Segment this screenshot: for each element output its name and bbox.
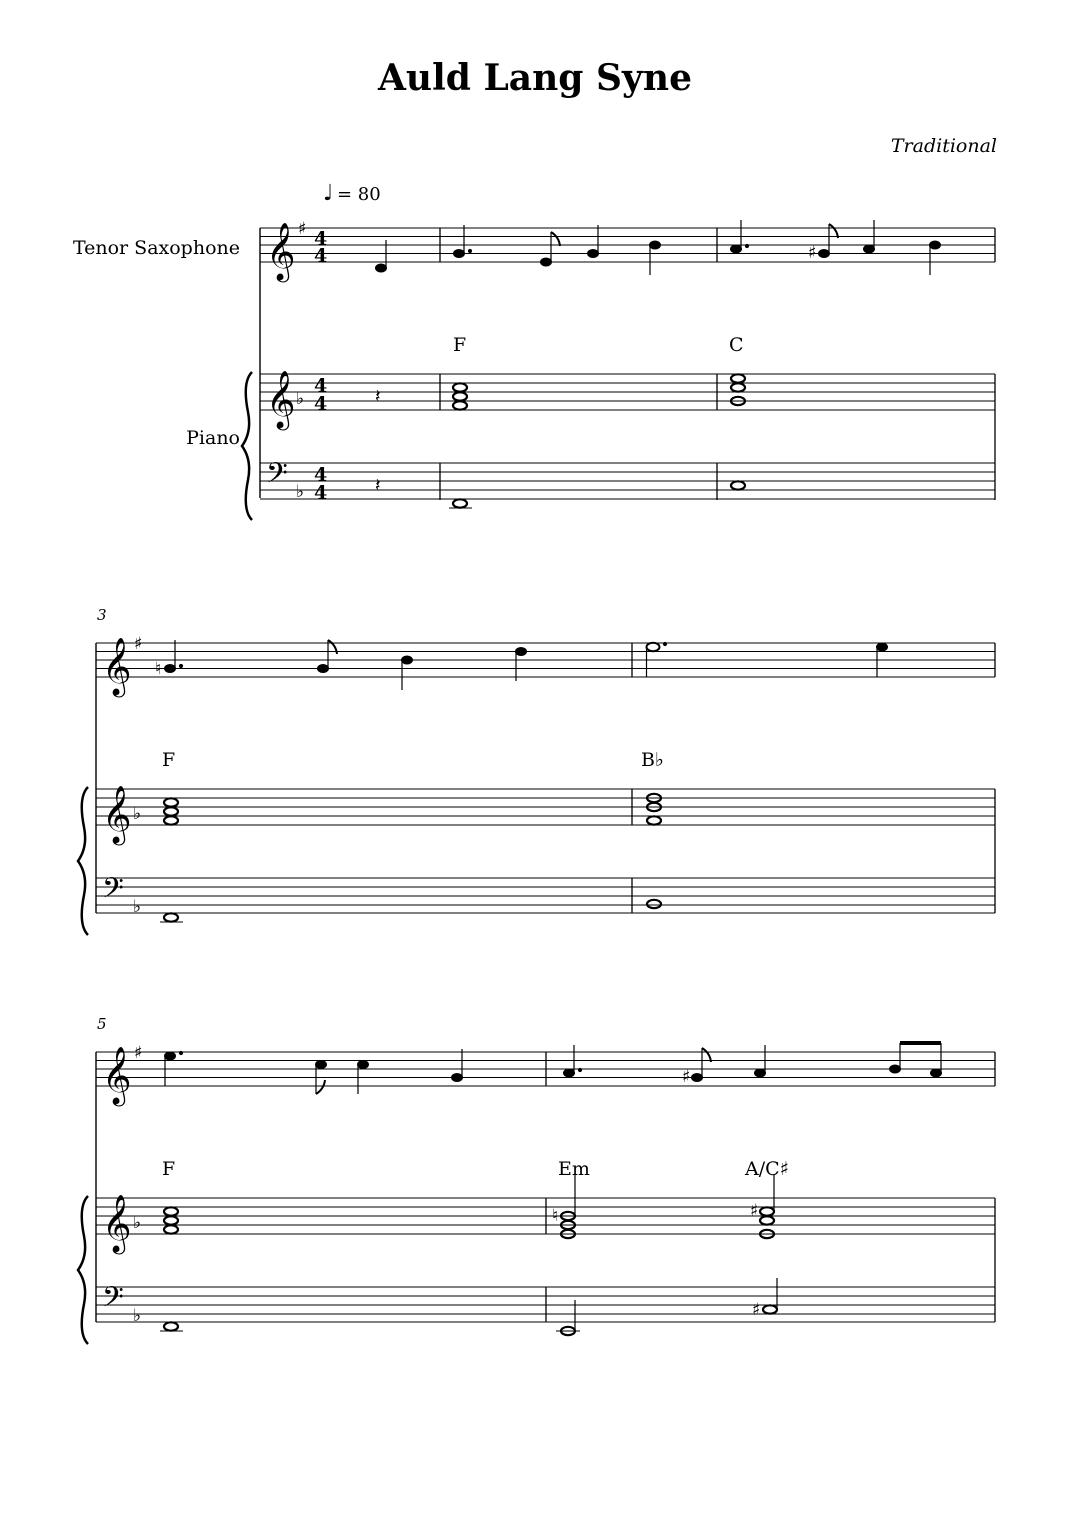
- chord-symbol: Em: [558, 1158, 590, 1180]
- natural-accidental-icon: ♮: [552, 1206, 559, 1226]
- note-head: [930, 241, 941, 249]
- flat-key-signature-icon: ♭: [296, 389, 305, 409]
- system-1: [73, 219, 995, 520]
- piano-bass-notes-system-1: [449, 481, 745, 508]
- measure-number: 3: [97, 606, 107, 624]
- score-title: Auld Lang Syne: [378, 57, 692, 99]
- note-head: [864, 245, 875, 253]
- flat-key-signature-icon: ♭: [133, 1306, 142, 1326]
- piano-brace-icon: [242, 372, 252, 520]
- sharp-accidental-icon: ♯: [752, 1300, 761, 1320]
- chord-symbol: A/C♯: [745, 1158, 789, 1180]
- instrument-label-tenor-sax: Tenor Saxophone: [72, 237, 240, 259]
- quarter-rest-icon: 𝄽: [375, 386, 381, 407]
- treble-clef-icon: 𝄞: [266, 370, 296, 428]
- natural-accidental-icon: ♮: [155, 659, 162, 679]
- sharp-accidental-icon: ♯: [682, 1067, 691, 1087]
- quarter-rest-icon: 𝄽: [375, 475, 381, 496]
- composer-credit: Traditional: [890, 135, 997, 157]
- sharp-key-signature-icon: ♯: [134, 1043, 143, 1063]
- bass-clef-icon: 𝄢: [102, 1281, 124, 1321]
- treble-clef-icon: 𝄞: [266, 222, 296, 280]
- piano-bass-staff: [260, 463, 995, 499]
- sharp-accidental-icon: ♯: [808, 243, 817, 263]
- sharp-accidental-icon: ♯: [750, 1201, 759, 1221]
- sharp-key-signature-icon: ♯: [298, 219, 307, 239]
- tenor-sax-staff: [96, 1052, 995, 1086]
- time-signature-bottom: 4: [314, 393, 328, 415]
- chord-symbol: F: [453, 334, 467, 356]
- note-head: [376, 264, 387, 272]
- chord-symbol: B♭: [641, 749, 664, 771]
- piano-bass-notes-system-2: [160, 900, 661, 922]
- treble-clef-icon: 𝄞: [102, 1194, 132, 1252]
- note-head: [731, 245, 742, 253]
- treble-clef-icon: 𝄞: [102, 637, 132, 695]
- piano-treble-staff: [96, 1198, 995, 1322]
- chord-symbol: C: [729, 334, 744, 356]
- note-head: [650, 241, 661, 249]
- note-head: [588, 250, 599, 258]
- bass-clef-icon: 𝄢: [102, 872, 124, 912]
- system-3: [78, 1015, 995, 1344]
- flat-key-signature-icon: ♭: [133, 804, 142, 824]
- time-signature-bottom: 4: [314, 482, 328, 504]
- note-head: [541, 258, 552, 266]
- instrument-label-piano: Piano: [186, 427, 240, 449]
- tempo-text: = 80: [337, 184, 381, 205]
- bass-clef-icon: 𝄢: [266, 457, 288, 497]
- tenor-sax-staff: [96, 643, 995, 677]
- tempo-marking: [323, 181, 381, 206]
- tenor-sax-staff: [260, 228, 995, 262]
- flat-key-signature-icon: ♭: [133, 1213, 142, 1233]
- note-head: [454, 250, 465, 258]
- time-signature-bottom: 4: [314, 245, 328, 267]
- sax-notes-system-2: [165, 640, 888, 690]
- measure-number: 5: [97, 1015, 107, 1033]
- piano-bass-staff: [96, 878, 995, 913]
- flat-key-signature-icon: ♭: [133, 897, 142, 917]
- time-signature-top: 4: [314, 464, 328, 486]
- quarter-note-icon: ♩: [323, 181, 334, 206]
- note-head: [819, 250, 830, 258]
- piano-treble-staff: [96, 789, 995, 913]
- system-2: [78, 606, 995, 935]
- treble-clef-icon: 𝄞: [102, 785, 132, 843]
- chord-symbol: F: [162, 749, 176, 771]
- piano-brace-icon: [78, 787, 88, 935]
- piano-brace-icon: [78, 1196, 88, 1344]
- sharp-key-signature-icon: ♯: [134, 634, 143, 654]
- flat-key-signature-icon: ♭: [296, 482, 305, 502]
- time-signature-top: 4: [314, 228, 328, 250]
- time-signature-top: 4: [314, 375, 328, 397]
- treble-clef-icon: 𝄞: [102, 1046, 132, 1104]
- chord-symbol: F: [162, 1158, 176, 1180]
